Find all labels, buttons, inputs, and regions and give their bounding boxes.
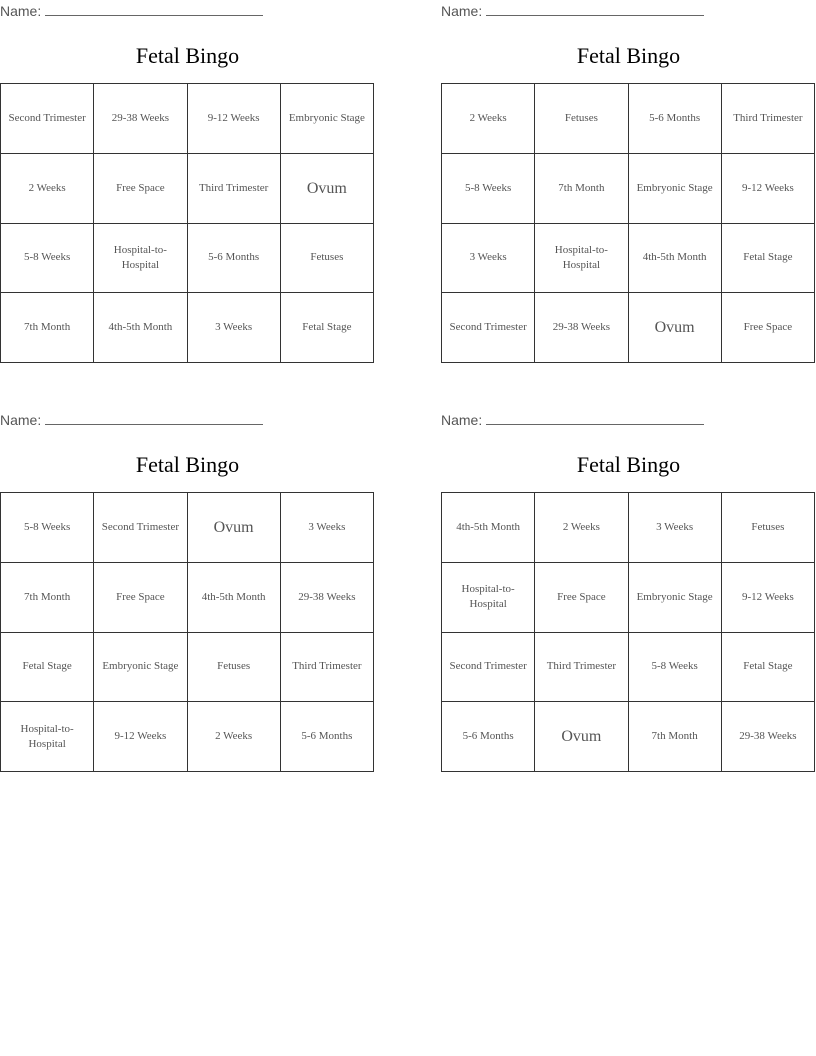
bingo-cell: 2 Weeks — [1, 153, 94, 223]
bingo-cell: Second Trimester — [442, 293, 535, 363]
bingo-cell: Second Trimester — [1, 84, 94, 154]
bingo-card-3 — [0, 409, 375, 773]
bingo-cell: Hospital-to-Hospital — [94, 223, 187, 293]
bingo-cell: Fetal Stage — [1, 632, 94, 702]
bingo-cell: 3 Weeks — [628, 493, 721, 563]
grid-row — [442, 702, 815, 772]
bingo-cell: Hospital-to-Hospital — [442, 562, 535, 632]
bingo-cell: 5-8 Weeks — [628, 632, 721, 702]
grid-row — [1, 702, 374, 772]
grid-row — [1, 632, 374, 702]
bingo-cell: Hospital-to-Hospital — [1, 702, 94, 772]
bingo-cell: 9-12 Weeks — [187, 84, 280, 154]
card-title: Fetal Bingo — [135, 43, 240, 68]
bingo-cell: Second Trimester — [442, 632, 535, 702]
bingo-cell: Fetuses — [187, 632, 280, 702]
bingo-cell: Ovum — [280, 153, 373, 223]
name-blank-line[interactable] — [45, 412, 263, 425]
bingo-cell: 29-38 Weeks — [535, 293, 628, 363]
bingo-cell: Ovum — [187, 493, 280, 563]
bingo-cell: Fetuses — [280, 223, 373, 293]
grid-row — [1, 293, 374, 363]
bingo-cell: Third Trimester — [721, 84, 814, 154]
grid-row — [1, 493, 374, 563]
grid-row — [442, 493, 815, 563]
grid-row — [1, 223, 374, 293]
bingo-cell: Fetal Stage — [280, 293, 373, 363]
bingo-card-1 — [0, 0, 375, 364]
bingo-grid — [441, 492, 815, 772]
name-label: Name: — [0, 412, 42, 428]
bingo-cell: 4th-5th Month — [94, 293, 187, 363]
bingo-cell: 2 Weeks — [442, 84, 535, 154]
grid-row — [442, 293, 815, 363]
bingo-cell: 5-6 Months — [442, 702, 535, 772]
name-field — [441, 410, 704, 430]
bingo-cell: 5-8 Weeks — [1, 493, 94, 563]
bingo-cell: 4th-5th Month — [442, 493, 535, 563]
grid-row — [442, 153, 815, 223]
name-field — [0, 1, 263, 21]
name-blank-line[interactable] — [486, 3, 704, 16]
card-title: Fetal Bingo — [576, 43, 681, 68]
grid-row — [442, 562, 815, 632]
card-title: Fetal Bingo — [576, 452, 681, 477]
name-field — [0, 410, 263, 430]
bingo-cell: 7th Month — [535, 153, 628, 223]
name-blank-line[interactable] — [45, 3, 263, 16]
grid-row — [442, 223, 815, 293]
bingo-cell: 29-38 Weeks — [280, 562, 373, 632]
bingo-grid — [0, 83, 374, 363]
bingo-cell: Fetuses — [721, 493, 814, 563]
bingo-cell: 2 Weeks — [535, 493, 628, 563]
bingo-cell: Hospital-to-Hospital — [535, 223, 628, 293]
name-blank-line[interactable] — [486, 412, 704, 425]
bingo-cell: Third Trimester — [535, 632, 628, 702]
bingo-cell: Third Trimester — [187, 153, 280, 223]
bingo-cell: 5-8 Weeks — [442, 153, 535, 223]
bingo-cell: 9-12 Weeks — [94, 702, 187, 772]
grid-row — [442, 632, 815, 702]
bingo-cell: Free Space — [721, 293, 814, 363]
bingo-cell: Free Space — [94, 562, 187, 632]
bingo-cell: 4th-5th Month — [187, 562, 280, 632]
bingo-cell: 3 Weeks — [442, 223, 535, 293]
bingo-cell: Embryonic Stage — [628, 562, 721, 632]
bingo-cell: 9-12 Weeks — [721, 562, 814, 632]
bingo-cell: Embryonic Stage — [628, 153, 721, 223]
bingo-grid — [441, 83, 815, 363]
grid-row — [442, 84, 815, 154]
bingo-cell: Second Trimester — [94, 493, 187, 563]
bingo-cell: 3 Weeks — [280, 493, 373, 563]
bingo-cell: 5-6 Months — [187, 223, 280, 293]
name-field — [441, 1, 704, 21]
bingo-cell: Fetuses — [535, 84, 628, 154]
bingo-cell: 7th Month — [1, 562, 94, 632]
bingo-cell: 5-6 Months — [280, 702, 373, 772]
bingo-cell: Free Space — [535, 562, 628, 632]
name-label: Name: — [441, 412, 483, 428]
bingo-cell: Third Trimester — [280, 632, 373, 702]
bingo-grid — [0, 492, 374, 772]
bingo-cell: 3 Weeks — [187, 293, 280, 363]
grid-row — [1, 84, 374, 154]
name-label: Name: — [0, 3, 42, 19]
bingo-cell: Embryonic Stage — [94, 632, 187, 702]
bingo-cell: Ovum — [628, 293, 721, 363]
bingo-cell: Embryonic Stage — [280, 84, 373, 154]
bingo-cell: 5-8 Weeks — [1, 223, 94, 293]
bingo-cell: 29-38 Weeks — [94, 84, 187, 154]
bingo-cell: 2 Weeks — [187, 702, 280, 772]
bingo-cell: 4th-5th Month — [628, 223, 721, 293]
name-label: Name: — [441, 3, 483, 19]
bingo-cell: 29-38 Weeks — [721, 702, 814, 772]
bingo-cell: Fetal Stage — [721, 632, 814, 702]
grid-row — [1, 153, 374, 223]
bingo-card-4 — [441, 409, 816, 773]
card-title: Fetal Bingo — [135, 452, 240, 477]
bingo-cell: 5-6 Months — [628, 84, 721, 154]
bingo-cell: Ovum — [535, 702, 628, 772]
bingo-cell: 7th Month — [1, 293, 94, 363]
bingo-cell: 9-12 Weeks — [721, 153, 814, 223]
bingo-cell: Free Space — [94, 153, 187, 223]
bingo-cell: Fetal Stage — [721, 223, 814, 293]
bingo-cell: 7th Month — [628, 702, 721, 772]
bingo-card-2 — [441, 0, 816, 364]
grid-row — [1, 562, 374, 632]
